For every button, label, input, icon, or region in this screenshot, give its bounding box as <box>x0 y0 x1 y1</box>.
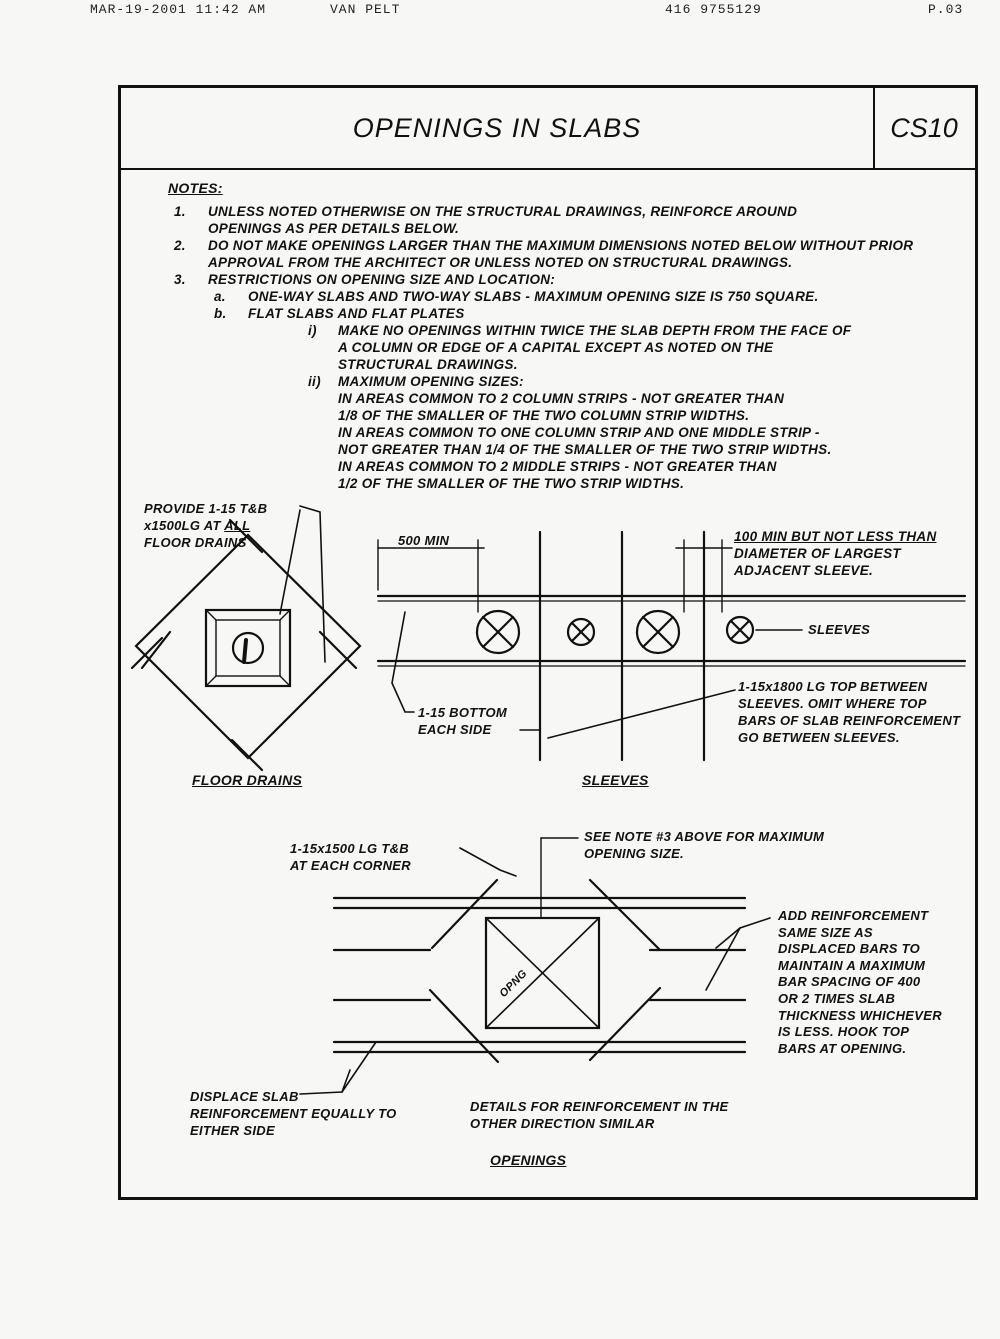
sleeves-label: SLEEVES <box>808 622 871 637</box>
opening-add-line: MAINTAIN A MAXIMUM <box>778 957 926 973</box>
fax-page: P.03 <box>928 2 964 17</box>
note-1-text: UNLESS NOTED OTHERWISE ON THE STRUCTURAL DRAWINGS, REINFORCE AROUND OPENINGS AS PER DETAILS BELOW. <box>208 204 798 236</box>
note-1-number: 1. <box>174 204 186 219</box>
opening-add-line: DISPLACED BARS TO <box>778 941 921 957</box>
floor-drain-callout-line3: FLOOR DRAINS <box>144 535 247 550</box>
sleeve-bottom-line2: EACH SIDE <box>418 722 492 737</box>
sleeve-large-1 <box>477 611 519 653</box>
note-3b-i-number: i) <box>308 323 317 338</box>
sleeve-dim-100-line3: ADJACENT SLEEVE. <box>734 563 874 578</box>
opening-add-line: ADD REINFORCEMENT <box>778 908 929 923</box>
note-3b-ii-line: IN AREAS COMMON TO ONE COLUMN STRIP AND ONE MIDDLE STRIP - <box>338 425 820 440</box>
note-3a-text: ONE-WAY SLABS AND TWO-WAY SLABS - MAXIMUM OPENING SIZE IS 750 SQUARE. <box>248 289 819 304</box>
sleeve-large-2 <box>637 611 679 653</box>
sheet-code: CS10 <box>890 112 958 143</box>
floor-drain-diamond <box>136 535 360 758</box>
floor-drain-callout-line2-text: x1500LG AT <box>144 518 225 533</box>
openings-caption: OPENINGS <box>490 1152 567 1168</box>
sleeves-caption: SLEEVES <box>582 772 649 788</box>
corner-bar <box>432 880 497 948</box>
floor-drain-bar-ext <box>132 638 162 668</box>
sleeve-top-line2: SLEEVES. OMIT WHERE TOP <box>738 696 927 711</box>
sleeve-dim-500: 500 MIN <box>398 533 450 548</box>
note-3-number: 3. <box>174 272 186 287</box>
fax-sender: VAN PELT <box>330 2 401 17</box>
opening-details-note <box>470 1098 729 1132</box>
opening-add-line: THICKNESS WHICHEVER <box>778 1007 942 1023</box>
opening-add-line: OR 2 TIMES SLAB <box>778 990 896 1006</box>
opening-add-line: SAME SIZE AS <box>778 924 873 940</box>
opening-corner-bars <box>290 840 411 874</box>
sheet-title: OPENINGS IN SLABS <box>121 88 875 168</box>
sleeve-bottom-bars <box>418 704 507 738</box>
opening-see-note-line2: OPENING SIZE. <box>584 846 684 861</box>
fax-phone: 416 9755129 <box>665 2 762 17</box>
opening-add-line: IS LESS. HOOK TOP <box>778 1024 910 1040</box>
note-3b-text: FLAT SLABS AND FLAT PLATES <box>248 306 465 321</box>
sleeve-dim-100-line1: 100 MIN BUT NOT LESS THAN <box>734 529 937 544</box>
floor-drain-leader <box>300 506 325 662</box>
corner-bar <box>590 988 660 1060</box>
sleeve-small-2 <box>727 617 753 643</box>
note-3b-ii-line: MAXIMUM OPENING SIZES: <box>338 374 524 389</box>
sleeve-top-line3: BARS OF SLAB REINFORCEMENT <box>738 713 961 728</box>
note-3b-ii-line: 1/8 OF THE SMALLER OF THE TWO COLUMN STRIP WIDTHS. <box>338 408 750 423</box>
floor-drain-box <box>206 610 290 686</box>
corner-bar <box>590 880 660 950</box>
floor-drain-callout-line2 <box>144 517 267 534</box>
opening-label: OPNG <box>497 967 530 1000</box>
opening-see-note <box>584 828 824 862</box>
floor-drain-callout <box>144 500 267 551</box>
note-3a-number: a. <box>214 289 226 304</box>
sleeve-top-line4: GO BETWEEN SLEEVES. <box>738 730 900 745</box>
note-3-text: RESTRICTIONS ON OPENING SIZE AND LOCATION: <box>208 272 556 287</box>
opening-corner-line2: AT EACH CORNER <box>290 858 411 873</box>
opening-see-note-line1: SEE NOTE #3 ABOVE FOR MAXIMUM <box>584 829 825 844</box>
floor-drain-callout-all: ALL <box>224 518 251 533</box>
opening-details-line1: DETAILS FOR REINFORCEMENT IN THE <box>470 1099 729 1114</box>
note-3b-ii-line: IN AREAS COMMON TO 2 MIDDLE STRIPS - NOT GREATER THAN <box>338 459 777 474</box>
floor-drain-leader <box>280 510 300 614</box>
note-3b-ii-number: ii) <box>308 374 321 389</box>
opening-displace-line3: EITHER SIDE <box>190 1123 275 1138</box>
floor-drain-inner <box>216 620 280 676</box>
opening-displace <box>190 1088 397 1139</box>
floor-drains-caption: FLOOR DRAINS <box>192 772 303 788</box>
floor-drain-bar-ext <box>232 740 262 770</box>
note-3b-ii-line: 1/2 OF THE SMALLER OF THE TWO STRIP WIDTHS. <box>338 476 685 491</box>
sleeve-small-1 <box>568 619 594 645</box>
opening-add-reinforcement <box>778 908 942 1057</box>
note-2-text: DO NOT MAKE OPENINGS LARGER THAN THE MAXIMUM DIMENSIONS NOTED BELOW WITHOUT PRIOR APPROVAL FROM THE ARCHITECT OR UNLESS NOTED ON STRUCTURAL DRAWINGS. <box>208 238 914 270</box>
fax-datetime: MAR-19-2001 11:42 AM <box>90 2 267 17</box>
sleeve-top-line1: 1-15x1800 LG TOP BETWEEN <box>738 679 928 694</box>
opening-add-line: BARS AT OPENING. <box>778 1040 907 1056</box>
sleeve-top-bars <box>738 678 960 746</box>
sleeve-dim-100 <box>734 528 937 579</box>
opening-displace-line1: DISPLACE SLAB <box>190 1089 299 1104</box>
floor-drain-callout-line1: PROVIDE 1-15 T&B <box>144 501 268 516</box>
opening-displace-line2: REINFORCEMENT EQUALLY TO <box>190 1106 397 1121</box>
note-2-number: 2. <box>174 238 186 253</box>
opening-details-line2: OTHER DIRECTION SIMILAR <box>470 1116 655 1131</box>
opening-corner-line1: 1-15x1500 LG T&B <box>290 841 409 856</box>
note-3b-ii-line: IN AREAS COMMON TO 2 COLUMN STRIPS - NOT GREATER THAN <box>338 391 785 406</box>
openings-detail <box>300 838 770 1094</box>
opening-add-line: BAR SPACING OF 400 <box>778 974 921 990</box>
sleeve-bottom-line1: 1-15 BOTTOM <box>418 705 508 720</box>
sleeve-dim-100-line2: DIAMETER OF LARGEST <box>734 546 901 561</box>
note-3b-number: b. <box>214 306 227 321</box>
note-3b-i-text: MAKE NO OPENINGS WITHIN TWICE THE SLAB DEPTH FROM THE FACE OF A COLUMN OR EDGE OF A CAPITAL EXCEPT AS NOTED ON THE STRUCTURAL DRAWINGS. <box>338 323 852 372</box>
notes-heading: NOTES: <box>168 180 223 196</box>
floor-drain-circle <box>233 633 263 663</box>
note-3b-ii-line: NOT GREATER THAN 1/4 OF THE SMALLER OF THE TWO STRIP WIDTHS. <box>338 442 832 457</box>
